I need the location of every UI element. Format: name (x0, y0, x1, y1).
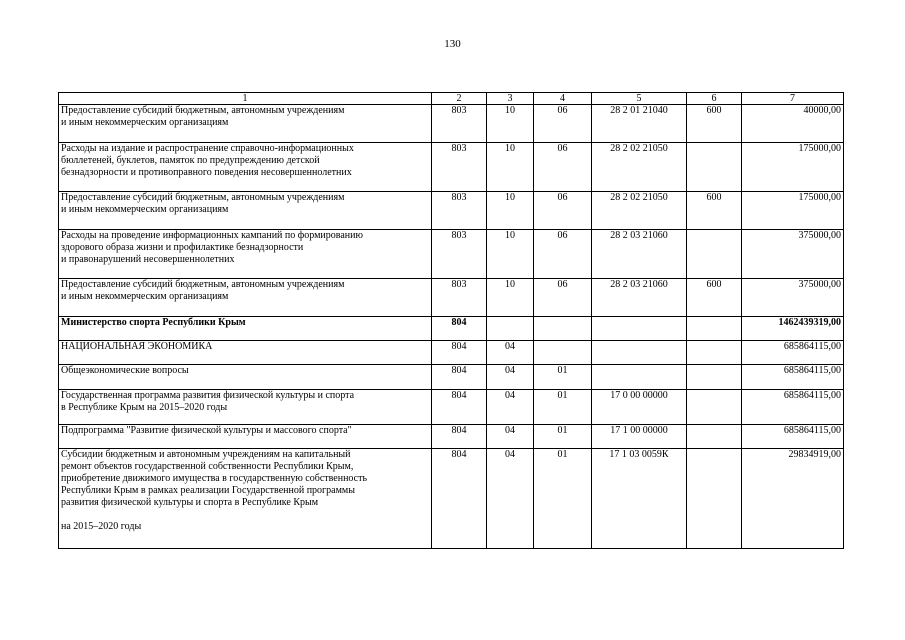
column-header: 7 (742, 93, 844, 105)
row-code-6-cell (687, 390, 742, 425)
row-code-4-cell: 06 (534, 192, 592, 230)
row-code-4-cell: 01 (534, 425, 592, 449)
table-row (59, 192, 844, 230)
row-name-cell: Подпрограмма "Развитие физической культуры и массового спорта" (59, 425, 432, 449)
row-code-3-cell: 04 (487, 390, 534, 425)
row-code-5-cell (592, 341, 687, 365)
column-header: 4 (534, 93, 592, 105)
header-row (59, 93, 844, 105)
row-code-6-cell: 600 (687, 192, 742, 230)
row-amount-cell: 685864115,00 (742, 341, 844, 365)
column-header: 1 (59, 93, 432, 105)
table-row (59, 230, 844, 279)
row-name-cell: Государственная программа развития физической культуры и спорта в Республике Крым на 2015–2020 годы (59, 390, 432, 425)
row-name-cell: Предоставление субсидий бюджетным, автономным учреждениям и иным некоммерческим организациям (59, 279, 432, 317)
row-code-2-cell: 803 (432, 230, 487, 279)
row-code-2-cell: 804 (432, 425, 487, 449)
row-code-2-cell: 803 (432, 143, 487, 192)
row-code-5-cell: 17 0 00 00000 (592, 390, 687, 425)
row-code-2-cell: 804 (432, 317, 487, 341)
row-code-6-cell (687, 449, 742, 549)
row-code-3-cell: 10 (487, 143, 534, 192)
column-header: 3 (487, 93, 534, 105)
row-code-4-cell: 06 (534, 105, 592, 143)
row-code-5-cell: 28 2 03 21060 (592, 230, 687, 279)
table-row (59, 279, 844, 317)
row-code-3-cell: 04 (487, 425, 534, 449)
row-code-3-cell: 04 (487, 365, 534, 390)
row-code-5-cell: 17 1 00 00000 (592, 425, 687, 449)
row-amount-cell: 685864115,00 (742, 365, 844, 390)
column-header: 6 (687, 93, 742, 105)
row-code-2-cell: 804 (432, 390, 487, 425)
row-amount-cell: 1462439319,00 (742, 317, 844, 341)
row-code-4-cell: 06 (534, 230, 592, 279)
row-name-cell: Предоставление субсидий бюджетным, автономным учреждениям и иным некоммерческим организациям (59, 105, 432, 143)
table-row (59, 105, 844, 143)
row-code-2-cell: 803 (432, 279, 487, 317)
row-code-3-cell: 10 (487, 230, 534, 279)
row-name-cell: Субсидии бюджетным и автономным учреждениям на капитальный ремонт объектов государственной собственности Республики Крым, приобретение движимого имущества в государственную собственность Республики Крым в рамках реализации Государственной программы развития физической культуры и спорта в Республике Крым на 2015–2020 годы (59, 449, 432, 549)
row-code-6-cell (687, 341, 742, 365)
row-code-6-cell: 600 (687, 105, 742, 143)
row-code-6-cell (687, 317, 742, 341)
table-row (59, 390, 844, 425)
row-code-4-cell: 01 (534, 390, 592, 425)
row-code-3-cell (487, 317, 534, 341)
row-code-5-cell: 17 1 03 0059К (592, 449, 687, 549)
row-code-4-cell: 01 (534, 365, 592, 390)
row-code-4-cell (534, 317, 592, 341)
row-code-5-cell: 28 2 03 21060 (592, 279, 687, 317)
table-body (59, 105, 844, 549)
table-row (59, 341, 844, 365)
column-header: 2 (432, 93, 487, 105)
row-amount-cell: 40000,00 (742, 105, 844, 143)
row-code-4-cell: 01 (534, 449, 592, 549)
row-code-4-cell: 06 (534, 279, 592, 317)
row-code-3-cell: 10 (487, 279, 534, 317)
row-amount-cell: 375000,00 (742, 279, 844, 317)
table-row (59, 365, 844, 390)
row-code-6-cell: 600 (687, 279, 742, 317)
row-amount-cell: 29834919,00 (742, 449, 844, 549)
row-code-2-cell: 803 (432, 105, 487, 143)
row-code-2-cell: 804 (432, 341, 487, 365)
row-name-cell: Предоставление субсидий бюджетным, автономным учреждениям и иным некоммерческим организациям (59, 192, 432, 230)
row-name-cell: Общеэкономические вопросы (59, 365, 432, 390)
row-code-5-cell: 28 2 01 21040 (592, 105, 687, 143)
row-code-6-cell (687, 365, 742, 390)
table-row (59, 317, 844, 341)
table-row (59, 143, 844, 192)
row-code-3-cell: 04 (487, 449, 534, 549)
row-name-cell: НАЦИОНАЛЬНАЯ ЭКОНОМИКА (59, 341, 432, 365)
row-code-6-cell (687, 425, 742, 449)
row-amount-cell: 175000,00 (742, 143, 844, 192)
row-amount-cell: 175000,00 (742, 192, 844, 230)
row-code-5-cell: 28 2 02 21050 (592, 143, 687, 192)
column-header: 5 (592, 93, 687, 105)
row-code-4-cell (534, 341, 592, 365)
budget-table (58, 92, 844, 549)
row-code-3-cell: 04 (487, 341, 534, 365)
row-code-2-cell: 804 (432, 365, 487, 390)
row-code-6-cell (687, 230, 742, 279)
row-code-6-cell (687, 143, 742, 192)
row-amount-cell: 685864115,00 (742, 390, 844, 425)
row-code-2-cell: 803 (432, 192, 487, 230)
row-code-2-cell: 804 (432, 449, 487, 549)
row-code-4-cell: 06 (534, 143, 592, 192)
row-name-cell: Министерство спорта Республики Крым (59, 317, 432, 341)
row-amount-cell: 685864115,00 (742, 425, 844, 449)
row-code-5-cell: 28 2 02 21050 (592, 192, 687, 230)
table-row (59, 425, 844, 449)
page-number: 130 (444, 38, 461, 50)
row-code-3-cell: 10 (487, 105, 534, 143)
row-code-5-cell (592, 365, 687, 390)
row-code-3-cell: 10 (487, 192, 534, 230)
row-name-cell: Расходы на издание и распространение справочно-информационных бюллетеней, буклетов, памяток по предупреждению детской безнадзорности и противоправного поведения несовершеннолетних (59, 143, 432, 192)
row-name-cell: Расходы на проведение информационных кампаний по формированию здорового образа жизни и профилактике безнадзорности и правонарушений несовершеннолетних (59, 230, 432, 279)
table-row (59, 449, 844, 549)
row-amount-cell: 375000,00 (742, 230, 844, 279)
row-code-5-cell (592, 317, 687, 341)
